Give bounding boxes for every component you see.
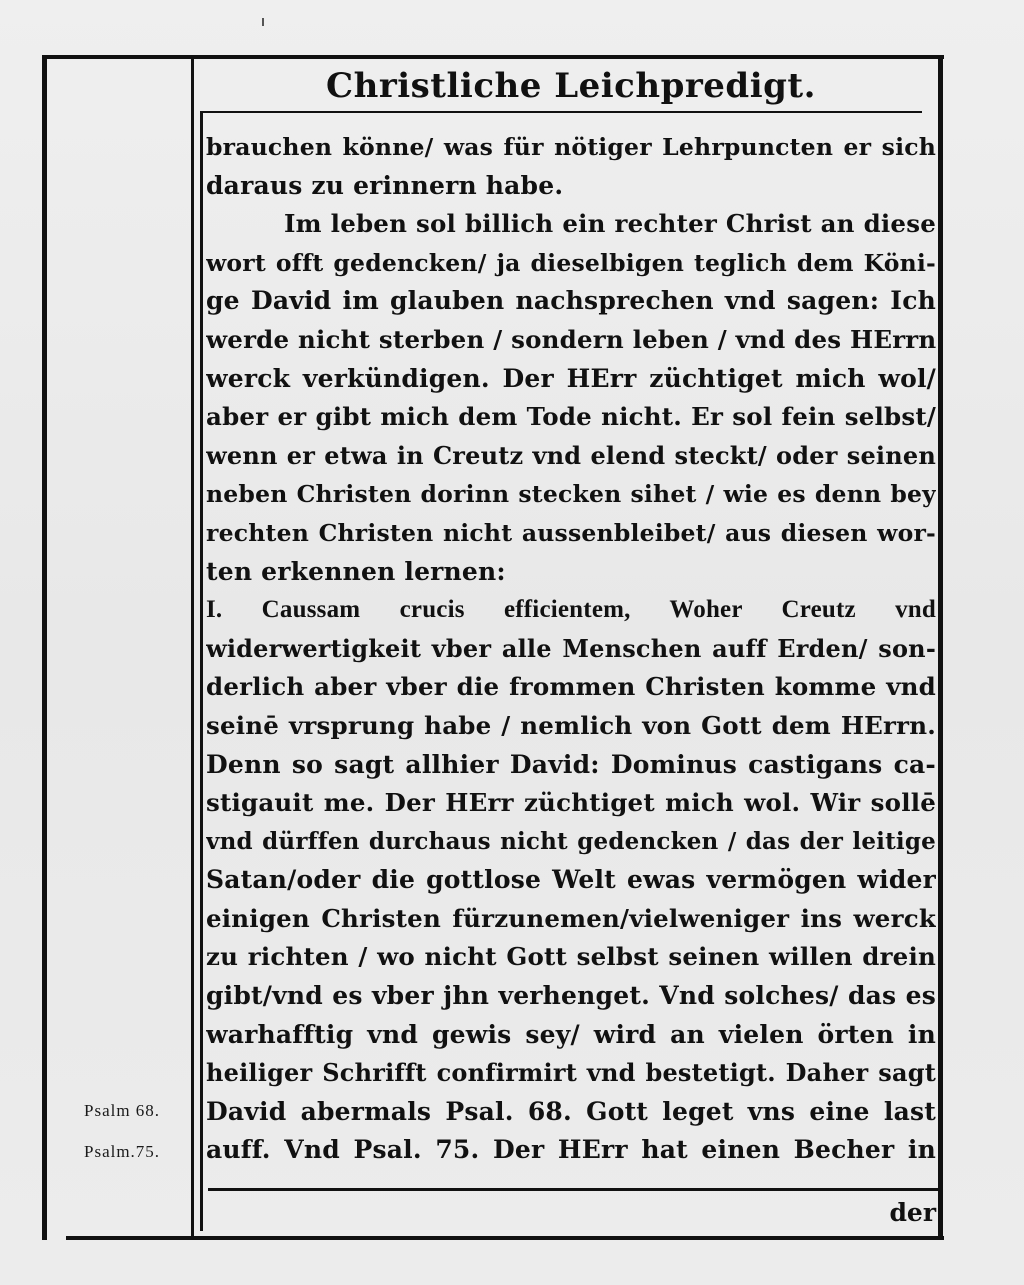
- margin-note-psalm-75: Psalm.75.: [84, 1142, 161, 1161]
- border-right: [938, 55, 943, 1240]
- text-line: werde nicht sterben / sondern leben / vnd des HErrn: [206, 324, 936, 354]
- text-line: David abermals Psal. 68. Gott leget vns eine last: [206, 1096, 936, 1126]
- text-line: neben Christen dorinn stecken sihet / wie es denn bey: [206, 480, 936, 509]
- text-line: zu richten / wo nicht Gott selbst seinen willen drein: [206, 942, 936, 972]
- border-top: [42, 55, 944, 59]
- text-line: Denn so sagt allhier David: Dominus castigans ca-: [206, 749, 936, 779]
- text-line: aber er gibt mich dem Tode nicht. Er sol fein selbst/: [206, 402, 936, 432]
- text-line: brauchen könne/ was für nötiger Lehrpuncten er sich: [206, 133, 936, 161]
- text-line: ten erkennen lernen:: [206, 556, 506, 586]
- margin-column-rule: [191, 57, 194, 1238]
- text-line: rechten Christen nicht aussenbleibet/ aus diesen wor-: [206, 518, 936, 547]
- text-line: vnd dürffen durchaus nicht gedencken / das der leitige: [206, 827, 936, 855]
- border-bottom: [66, 1236, 944, 1240]
- text-line: gibt/vnd es vber jhn verhenget. Vnd solches/ das es: [206, 981, 936, 1011]
- text-line: I. Caussam crucis efficientem, Woher Creutz vnd: [206, 596, 936, 624]
- text-line: warhafftig vnd gewis sey/ wird an vielen örten in: [206, 1019, 936, 1049]
- text-line: stigauit me. Der HErr züchtiget mich wol. Wir sollē: [206, 788, 936, 818]
- text-line: Satan/oder die gottlose Welt ewas vermögen wider: [206, 865, 936, 895]
- text-line: heiliger Schrifft confirmirt vnd bestetigt. Daher sagt: [206, 1058, 936, 1088]
- text-line: einigen Christen fürzunemen/vielweniger ins werck: [206, 903, 936, 933]
- margin-note-psalm-68: Psalm 68.: [84, 1101, 161, 1120]
- running-title: Christliche Leichpredigt.: [326, 66, 816, 106]
- text-line: wenn er etwa in Creutz vnd elend steckt/ oder seinen: [206, 440, 936, 470]
- text-line: auff. Vnd Psal. 75. Der HErr hat einen Becher in: [206, 1135, 936, 1165]
- header-rule: [200, 111, 922, 113]
- footer-rule: [208, 1188, 938, 1191]
- text-line: werck verkündigen. Der HErr züchtiget mich wol/: [206, 363, 936, 393]
- text-line: seinē vrsprung habe / nemlich von Gott dem HErrn.: [206, 710, 936, 740]
- catchword: der: [889, 1198, 936, 1227]
- border-left: [42, 55, 47, 1240]
- body-text: [206, 128, 936, 1170]
- text-line: widerwertigkeit vber alle Menschen auff Erden/ son-: [206, 633, 936, 663]
- text-line: Im leben sol billich ein rechter Christ an diese: [284, 209, 936, 239]
- text-line: wort offt gedencken/ ja dieselbigen teglich dem Köni-: [206, 248, 936, 277]
- text-column-rule: [200, 113, 203, 1231]
- text-line: ge David im glauben nachsprechen vnd sagen: Ich: [206, 286, 936, 316]
- ink-speck: [262, 18, 264, 26]
- text-line: daraus zu erinnern habe.: [206, 170, 564, 200]
- text-line: derlich aber vber die frommen Christen komme vnd: [206, 672, 936, 702]
